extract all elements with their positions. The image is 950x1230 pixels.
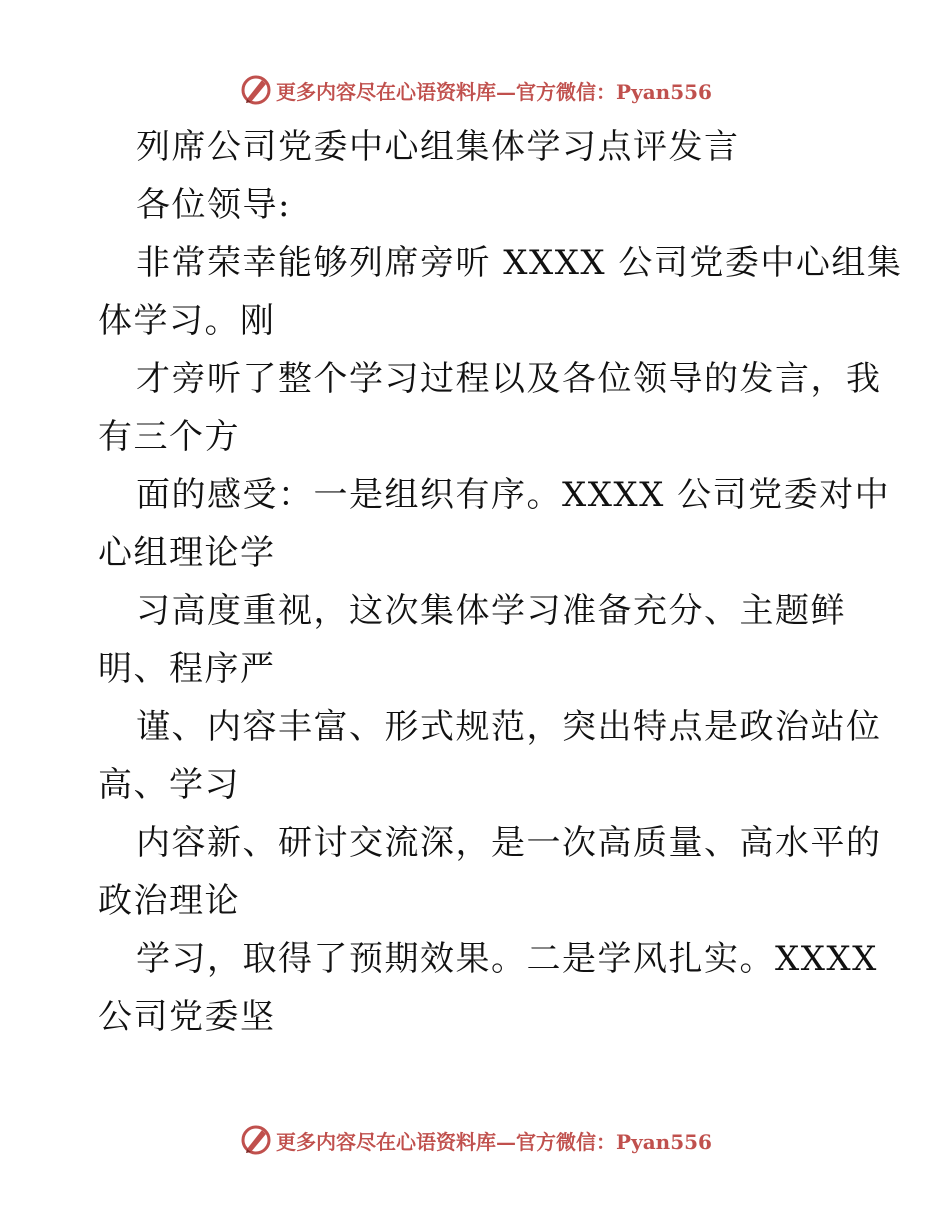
text-line: 各位领导: bbox=[136, 185, 291, 225]
text-line: 谨、内容丰富、形式规范，突出特点是政治站位 bbox=[136, 707, 882, 747]
document-body bbox=[98, 118, 903, 1046]
text-line: 才旁听了整个学习过程以及各位领导的发言，我 bbox=[136, 359, 882, 399]
text-line: 政治理论 bbox=[98, 881, 240, 921]
header-banner bbox=[0, 70, 950, 110]
fountain-pen-logo-icon bbox=[238, 1122, 274, 1158]
text-line: 心组理论学 bbox=[98, 533, 276, 573]
footer-banner-text: 更多内容尽在心语资料库—官方微信：Pyan556 bbox=[276, 1129, 712, 1154]
text-line: 高、学习 bbox=[98, 765, 240, 805]
text-line: 非常荣幸能够列席旁听 XXXX 公司党委中心组集 bbox=[136, 243, 903, 283]
text-line: 有三个方 bbox=[98, 417, 240, 457]
header-banner-text: 更多内容尽在心语资料库—官方微信：Pyan556 bbox=[276, 79, 712, 104]
text-line: 公司党委坚 bbox=[98, 997, 276, 1037]
footer-banner bbox=[0, 1120, 950, 1160]
text-line: 学习，取得了预期效果。二是学风扎实。XXXX bbox=[136, 939, 878, 979]
text-line: 习高度重视，这次集体学习准备充分、主题鲜 bbox=[136, 591, 846, 631]
text-line: 体学习。刚 bbox=[98, 301, 276, 341]
text-line: 内容新、研讨交流深，是一次高质量、高水平的 bbox=[136, 823, 882, 863]
fountain-pen-logo-icon bbox=[238, 72, 274, 108]
text-line: 面的感受：一是组织有序。XXXX 公司党委对中 bbox=[136, 475, 891, 515]
document-title: 列席公司党委中心组集体学习点评发言 bbox=[136, 127, 740, 167]
text-line: 明、程序严 bbox=[98, 649, 276, 689]
